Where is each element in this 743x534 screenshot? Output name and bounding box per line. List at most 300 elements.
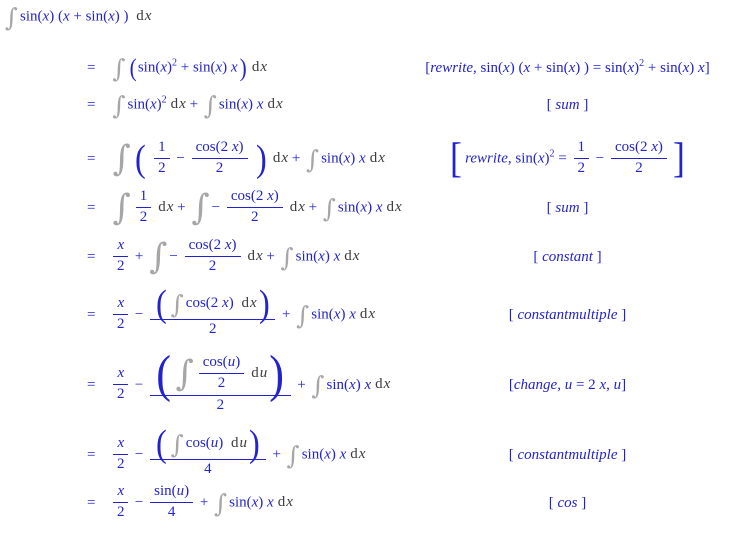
- math-text: + sin(: [644, 59, 683, 76]
- fraction-numerator: [113, 483, 128, 503]
- math-text: ): [330, 446, 340, 463]
- math-variable: x: [324, 446, 331, 463]
- dd: d: [158, 199, 166, 216]
- math-text: ): [218, 434, 228, 451]
- math-text: ]: [617, 306, 627, 323]
- dd: d: [231, 434, 239, 451]
- dd: d: [289, 199, 298, 216]
- math-text: 2: [577, 160, 586, 176]
- integral-sign: ∫: [286, 441, 300, 470]
- math-text: 1: [139, 188, 148, 204]
- math-text: ): [167, 59, 172, 76]
- fraction-denominator: [611, 159, 667, 177]
- superscript: 2: [549, 148, 555, 160]
- note-inner: [549, 495, 587, 512]
- math-text: cos(2: [195, 139, 232, 155]
- differential: [251, 365, 267, 381]
- math-variable: x: [241, 96, 249, 113]
- math-variable: x: [349, 376, 356, 393]
- dd: d: [350, 446, 358, 463]
- math-text: +: [293, 376, 310, 393]
- dv: x: [383, 376, 391, 393]
- integral-sign: ∫: [112, 91, 126, 120]
- math-text: [251, 150, 255, 166]
- integral-sign: ∫: [170, 429, 184, 459]
- equals-sign: =: [87, 376, 96, 393]
- math-text: sin(: [337, 199, 361, 216]
- math-text: 2: [139, 209, 148, 225]
- math-text: ): [689, 59, 699, 76]
- math-variable: x: [333, 306, 341, 323]
- math-text: ): [156, 96, 162, 113]
- dv: x: [378, 150, 385, 167]
- math-text: ]: [621, 376, 627, 393]
- note-inner: [547, 97, 589, 114]
- differential: [370, 150, 385, 166]
- equals-sign: =: [87, 59, 96, 76]
- math-text: −: [131, 306, 148, 323]
- math-text: ): [231, 237, 237, 253]
- fraction: [113, 435, 128, 473]
- step-rule-annotation: [392, 136, 743, 182]
- fraction: [113, 365, 128, 403]
- math-variable: sum: [555, 96, 580, 113]
- math-text: + sin(: [177, 59, 216, 76]
- math-variable: x: [256, 96, 264, 113]
- solution-step: [0, 186, 743, 230]
- step-expression: [110, 189, 401, 227]
- fraction: [611, 139, 667, 177]
- differential: [136, 8, 151, 24]
- math-text: ]: [617, 446, 627, 463]
- math-variable: x: [222, 294, 229, 311]
- math-variable: rewrite: [465, 150, 508, 167]
- math-text: cos(: [185, 434, 211, 451]
- math-text: sin(: [154, 483, 177, 499]
- math-text: cos(2: [185, 294, 223, 311]
- step-expression: [110, 282, 376, 339]
- step-rule-annotation: [392, 87, 743, 123]
- big-bracket: [: [450, 135, 463, 182]
- math-text: sin(: [137, 59, 161, 76]
- math-text: + sin(: [69, 8, 109, 25]
- note-inner: [533, 249, 601, 266]
- fraction-numerator: [113, 237, 128, 257]
- math-text: ]: [577, 494, 587, 511]
- solution-step: [0, 282, 743, 345]
- fraction: [113, 295, 128, 333]
- math-text: −: [169, 248, 182, 265]
- math-variable: x: [231, 139, 239, 155]
- fraction-numerator: [574, 139, 590, 159]
- math-text: [: [508, 446, 518, 463]
- note-inner: [509, 447, 627, 464]
- math-text: [: [548, 494, 558, 511]
- math-variable: change: [513, 376, 558, 393]
- fraction-numerator: [199, 354, 245, 374]
- math-text: , sin(: [507, 150, 538, 167]
- integral-sign: ∫: [112, 54, 126, 83]
- math-variable: x: [150, 96, 157, 113]
- math-text: 2: [208, 321, 217, 338]
- fraction-numerator: [150, 282, 275, 325]
- math-text: ): [544, 150, 550, 167]
- math-variable: x: [360, 199, 368, 216]
- math-text: 2: [215, 160, 224, 176]
- equals-sign: =: [87, 446, 96, 463]
- math-variable: x: [215, 59, 223, 76]
- big-paren: (: [156, 422, 167, 465]
- dv: x: [395, 199, 402, 216]
- note-inner: [447, 135, 688, 182]
- math-variable: x: [537, 150, 545, 167]
- math-variable: x: [224, 237, 232, 253]
- problem-expression: [3, 3, 152, 32]
- dv: x: [256, 248, 263, 265]
- math-text: 2: [217, 374, 226, 391]
- math-text: ): [222, 59, 231, 76]
- fraction-denominator: [227, 208, 283, 226]
- math-text: ): [235, 353, 241, 370]
- big-paren: ): [269, 345, 285, 403]
- dd: d: [386, 199, 395, 216]
- math-text: +: [288, 150, 305, 167]
- dv: x: [144, 8, 152, 25]
- math-text: ,: [557, 376, 565, 393]
- math-text: ): [350, 150, 360, 167]
- math-text: sin(: [127, 96, 150, 113]
- math-text: ): [367, 199, 376, 216]
- math-variable: x: [160, 59, 167, 76]
- math-text: [: [533, 248, 543, 265]
- math-text: sin(: [20, 8, 43, 25]
- dd: d: [136, 8, 144, 25]
- dv: x: [275, 96, 283, 113]
- big-paren: (: [156, 345, 172, 403]
- dd: d: [277, 494, 286, 511]
- math-variable: u: [613, 376, 622, 393]
- step-expression: [110, 238, 359, 276]
- math-variable: x: [251, 494, 259, 511]
- math-variable: x: [698, 59, 705, 76]
- step-expression: [110, 54, 268, 83]
- integral-sign: ∫: [112, 188, 131, 229]
- dv: x: [179, 96, 186, 113]
- math-variable: u: [176, 483, 185, 499]
- math-text: +: [185, 96, 202, 113]
- math-text: cos(2: [230, 188, 268, 204]
- differential: [278, 494, 293, 510]
- fraction: [574, 139, 590, 177]
- fraction: [150, 483, 193, 521]
- dd: d: [251, 364, 259, 381]
- math-text: ]: [592, 248, 602, 265]
- differential: [267, 96, 282, 112]
- math-text: −: [131, 494, 148, 511]
- fraction-numerator: [150, 422, 266, 465]
- differential: [290, 199, 305, 215]
- integral-sign: ∫: [5, 3, 19, 32]
- dv: u: [239, 434, 248, 451]
- math-text: 4: [204, 461, 212, 478]
- dd: d: [170, 96, 179, 113]
- integral-sign: ∫: [170, 289, 184, 319]
- fraction-numerator: [185, 237, 241, 257]
- differential: [273, 150, 288, 166]
- math-text: 2: [117, 504, 125, 520]
- math-text: cos(2: [614, 139, 652, 155]
- math-variable: x: [651, 139, 658, 155]
- solution-step: [0, 87, 743, 123]
- dd: d: [267, 96, 275, 113]
- math-text: 2: [208, 258, 217, 274]
- fraction-numerator: [113, 365, 128, 385]
- fraction-numerator: [227, 188, 283, 208]
- math-variable: x: [627, 59, 635, 76]
- integral-sign: ∫: [322, 194, 336, 223]
- math-variable: x: [108, 8, 115, 25]
- math-text: −: [131, 376, 148, 393]
- dv: x: [281, 150, 289, 167]
- differential: [171, 96, 186, 112]
- fraction-denominator: [150, 320, 275, 338]
- differential: [375, 376, 390, 392]
- step-expression: [110, 138, 385, 181]
- solution-step: [0, 136, 743, 182]
- math-text: , sin(: [473, 59, 504, 76]
- math-text: 2: [117, 258, 125, 274]
- solution-step: [0, 347, 743, 423]
- step-rule-annotation: [392, 347, 743, 423]
- fraction-numerator: [136, 188, 152, 208]
- fraction-denominator: [113, 503, 128, 521]
- math-text: ): [324, 248, 334, 265]
- math-text: 1: [577, 139, 586, 155]
- fraction-denominator: [192, 159, 248, 177]
- math-variable: x: [117, 295, 125, 311]
- math-variable: x: [117, 237, 125, 253]
- dd: d: [369, 150, 378, 167]
- fraction-denominator: [574, 159, 590, 177]
- math-text: +: [268, 446, 285, 463]
- differential: [252, 59, 267, 75]
- fraction: [150, 282, 275, 338]
- differential: [158, 199, 173, 215]
- fraction: [136, 188, 152, 226]
- superscript: 2: [172, 57, 177, 69]
- fraction: [113, 237, 128, 275]
- math-text: 2: [117, 316, 125, 332]
- big-paren: ): [239, 55, 247, 82]
- dd: d: [247, 248, 255, 265]
- math-variable: x: [117, 435, 125, 451]
- math-text: + sin(: [530, 59, 569, 76]
- math-text: +: [278, 306, 295, 323]
- step-rule-annotation: [392, 186, 743, 230]
- math-text: +: [173, 199, 190, 216]
- fraction-denominator: [185, 257, 241, 275]
- differential: [231, 435, 247, 451]
- math-variable: cos: [557, 494, 578, 511]
- math-variable: x: [117, 365, 125, 381]
- math-text: [: [425, 59, 431, 76]
- math-text: ]: [704, 59, 710, 76]
- dv: x: [368, 306, 376, 323]
- step-rule-annotation: [392, 50, 743, 86]
- math-text: sin(: [218, 96, 242, 113]
- dd: d: [251, 59, 260, 76]
- fraction-denominator: [154, 159, 170, 177]
- big-bracket: ]: [672, 135, 685, 182]
- math-variable: x: [267, 494, 274, 511]
- fraction-denominator: [199, 374, 245, 392]
- fraction-denominator: [113, 257, 128, 275]
- step-expression: [110, 484, 292, 522]
- integral-sign: ∫: [280, 243, 294, 272]
- math-text: ): [184, 483, 190, 499]
- fraction-numerator: [150, 483, 193, 503]
- solution-step: [0, 235, 743, 279]
- math-text: ,: [606, 376, 614, 393]
- math-text: 2: [251, 209, 259, 225]
- fraction: [154, 139, 170, 177]
- math-text: =: [554, 150, 571, 167]
- big-paren: (: [134, 138, 146, 181]
- math-variable: x: [267, 188, 274, 204]
- dv: u: [259, 364, 268, 381]
- integral-sign: ∫: [149, 237, 168, 278]
- math-text: 2: [158, 160, 166, 176]
- math-text: 2: [216, 396, 225, 413]
- math-text: ]: [579, 199, 589, 216]
- fraction-numerator: [192, 139, 248, 159]
- integral-sign: ∫: [311, 371, 325, 400]
- solution-step: [0, 481, 743, 525]
- note-inner: [425, 57, 710, 77]
- math-variable: x: [359, 150, 366, 167]
- solution-step: [0, 424, 743, 486]
- equals-sign: =: [87, 96, 96, 113]
- math-text: ): [238, 139, 244, 155]
- math-text: 2: [117, 456, 125, 472]
- math-variable: x: [364, 376, 372, 393]
- math-variable: constantmultiple: [517, 446, 618, 463]
- step-rule-annotation: [392, 424, 743, 486]
- fraction: [185, 237, 241, 275]
- integral-sign: ∫: [296, 301, 310, 330]
- fraction-denominator: [136, 208, 152, 226]
- math-text: cos(: [202, 353, 228, 370]
- equals-sign: =: [87, 199, 96, 216]
- differential: [350, 446, 365, 462]
- note-inner: [509, 307, 627, 324]
- big-paren: ): [248, 422, 260, 465]
- math-text: ): [355, 376, 365, 393]
- fraction-denominator: [150, 503, 193, 521]
- math-text: = 2: [572, 376, 600, 393]
- step-expression: [110, 91, 283, 120]
- math-variable: x: [343, 150, 351, 167]
- fraction-denominator: [113, 385, 128, 403]
- integral-sign: ∫: [191, 188, 210, 229]
- math-variable: sum: [555, 199, 580, 216]
- fraction: [150, 422, 266, 478]
- step-expression: [110, 345, 391, 415]
- dv: x: [352, 248, 360, 265]
- math-text: −: [211, 199, 224, 216]
- math-text: ): [258, 494, 268, 511]
- math-text: ]: [579, 96, 589, 113]
- superscript: 2: [639, 57, 645, 69]
- dd: d: [359, 306, 368, 323]
- math-text: −: [172, 150, 189, 167]
- math-variable: x: [62, 8, 70, 25]
- math-variable: x: [503, 59, 510, 76]
- math-variable: x: [333, 248, 341, 265]
- integral-sign: ∫: [175, 353, 194, 394]
- fraction: [227, 188, 283, 226]
- math-text: sin(: [311, 306, 334, 323]
- equals-sign: =: [87, 306, 96, 323]
- differential: [241, 295, 256, 311]
- equals-sign: =: [87, 150, 96, 167]
- fraction: [199, 354, 245, 392]
- fraction: [113, 483, 128, 521]
- math-text: ): [634, 59, 640, 76]
- math-text: 2: [635, 160, 643, 176]
- math-variable: constant: [542, 248, 593, 265]
- math-text: ): [248, 96, 257, 113]
- math-text: 2: [117, 386, 125, 402]
- math-variable: rewrite: [430, 59, 474, 76]
- dv: x: [166, 199, 174, 216]
- equals-sign: =: [87, 494, 96, 511]
- math-variable: x: [339, 446, 347, 463]
- math-variable: x: [349, 306, 356, 323]
- math-text: [: [546, 199, 556, 216]
- fraction-denominator: [113, 315, 128, 333]
- step-rule-annotation: [392, 285, 743, 345]
- math-text: 4: [167, 504, 176, 520]
- math-variable: x: [523, 59, 531, 76]
- fraction: [192, 139, 248, 177]
- math-text: sin(: [229, 494, 252, 511]
- math-text: ) (: [49, 8, 63, 25]
- math-text: sin(: [301, 446, 325, 463]
- math-variable: x: [318, 248, 325, 265]
- integral-sign: ∫: [203, 91, 217, 120]
- step-rule-annotation: [392, 481, 743, 525]
- math-text: [: [508, 376, 514, 393]
- math-variable: u: [227, 353, 236, 370]
- dd: d: [375, 376, 383, 393]
- dv: x: [260, 59, 268, 76]
- math-text: 1: [158, 139, 166, 155]
- math-text: [: [508, 306, 518, 323]
- math-text: ): [273, 188, 279, 204]
- math-text: cos(2: [188, 237, 225, 253]
- problem-expression-row: [0, 1, 743, 33]
- integral-sign: ∫: [112, 139, 131, 180]
- dv: x: [298, 199, 305, 216]
- fraction-numerator: [113, 435, 128, 455]
- differential: [248, 248, 263, 264]
- math-text: [147, 150, 151, 166]
- math-text: +: [196, 494, 213, 511]
- math-text: ): [340, 306, 350, 323]
- dd: d: [241, 294, 249, 311]
- math-text: sin(: [295, 248, 319, 265]
